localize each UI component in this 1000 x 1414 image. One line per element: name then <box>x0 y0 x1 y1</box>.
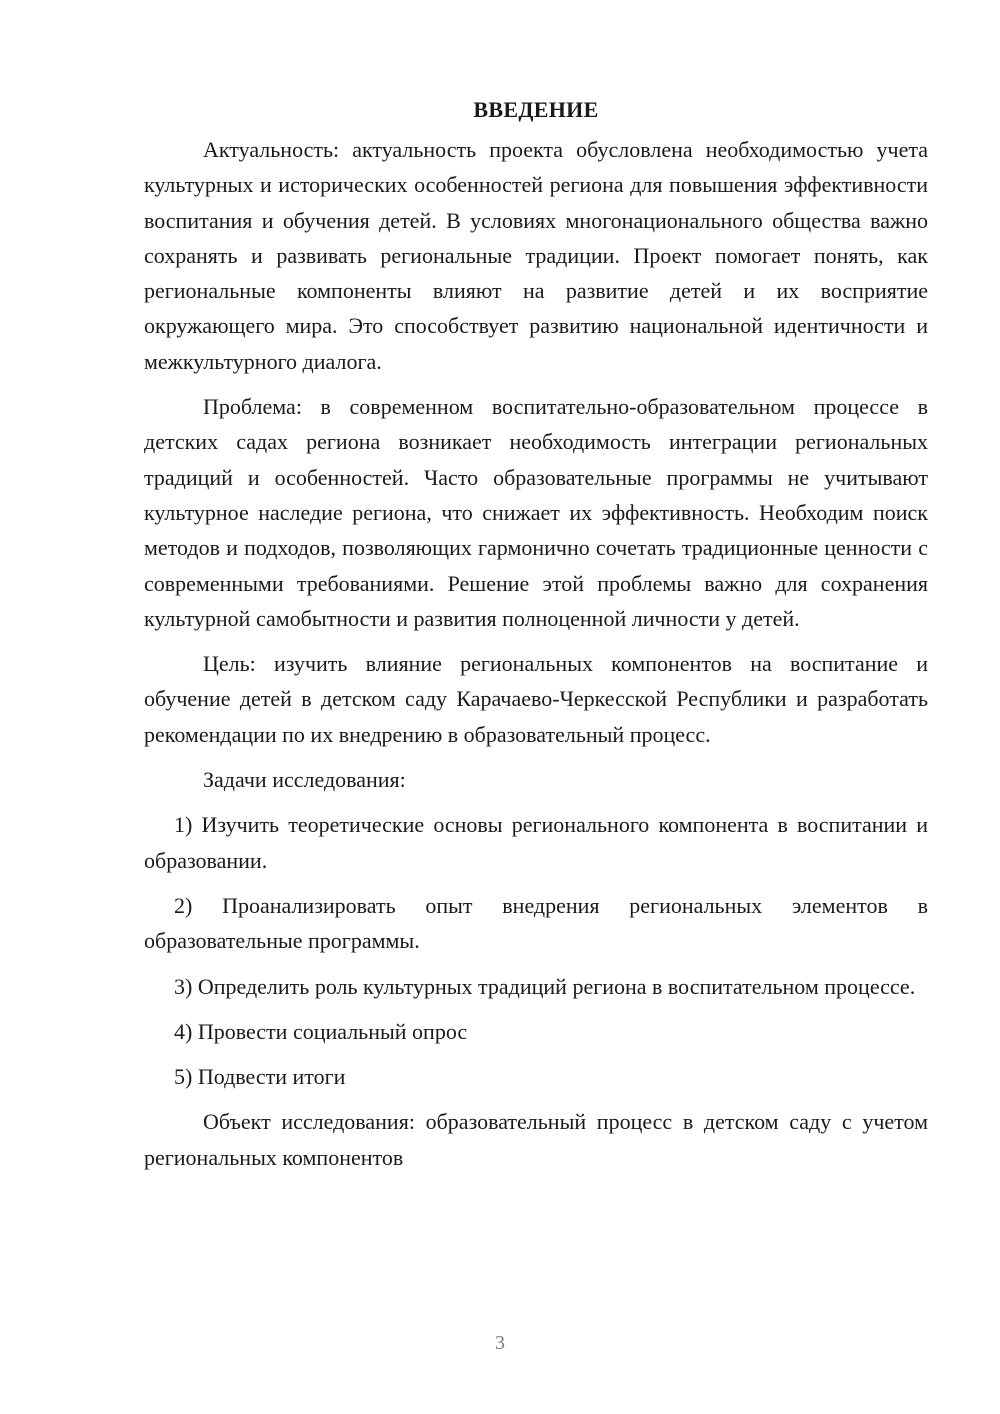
goal-paragraph: Цель: изучить влияние региональных компонентов на воспитание и обучение детей в детском саду Карачаево-Черкесской Республики и разработать рекомендации по их внедрению в образовательный процесс. <box>144 651 928 747</box>
problem-paragraph: Проблема: в современном воспитательно-образовательном процессе в детских садах региона возникает необходимость интеграции региональных традиций и особенностей. Часто образовательные программы не учитывают культурное наследие региона, что снижает их эффективность. Необходим поиск методов и подходов, позволяющих гармонично сочетать традиционные ценности с современными требованиями. Решение этой проблемы важно для сохранения культурной самобытности и развития полноценной личности у детей. <box>144 394 928 631</box>
task-item-5: 5) Подвести итоги <box>174 1064 346 1090</box>
page-title: ВВЕДЕНИЕ <box>473 97 599 122</box>
relevance-paragraph: Актуальность: актуальность проекта обусловлена необходимостью учета культурных и исторических особенностей региона для повышения эффективности воспитания и обучения детей. В условиях многонационального общества важно сохранять и развивать региональные традиции. Проект помогает понять, как региональные компоненты влияют на развитие детей и их восприятие окружающего мира. Это способствует развитию национальной идентичности и межкультурного диалога. <box>144 137 928 374</box>
task-item-4: 4) Провести социальный опрос <box>174 1018 468 1044</box>
page-number: 3 <box>495 1332 505 1354</box>
task-item-1: 1) Изучить теоретические основы регионального компонента в воспитании и образовании. <box>144 812 928 873</box>
task-item-2: 2) Проанализировать опыт внедрения региональных элементов в образовательные программы. <box>144 892 928 954</box>
tasks-heading: Задачи исследования: <box>203 767 406 793</box>
object-paragraph: Объект исследования: образовательный процесс в детском саду с учетом региональных компонентов <box>144 1109 928 1170</box>
task-item-3: 3) Определить роль культурных традиций региона в воспитательном процессе. <box>174 973 916 999</box>
document-page <box>144 92 928 1185</box>
